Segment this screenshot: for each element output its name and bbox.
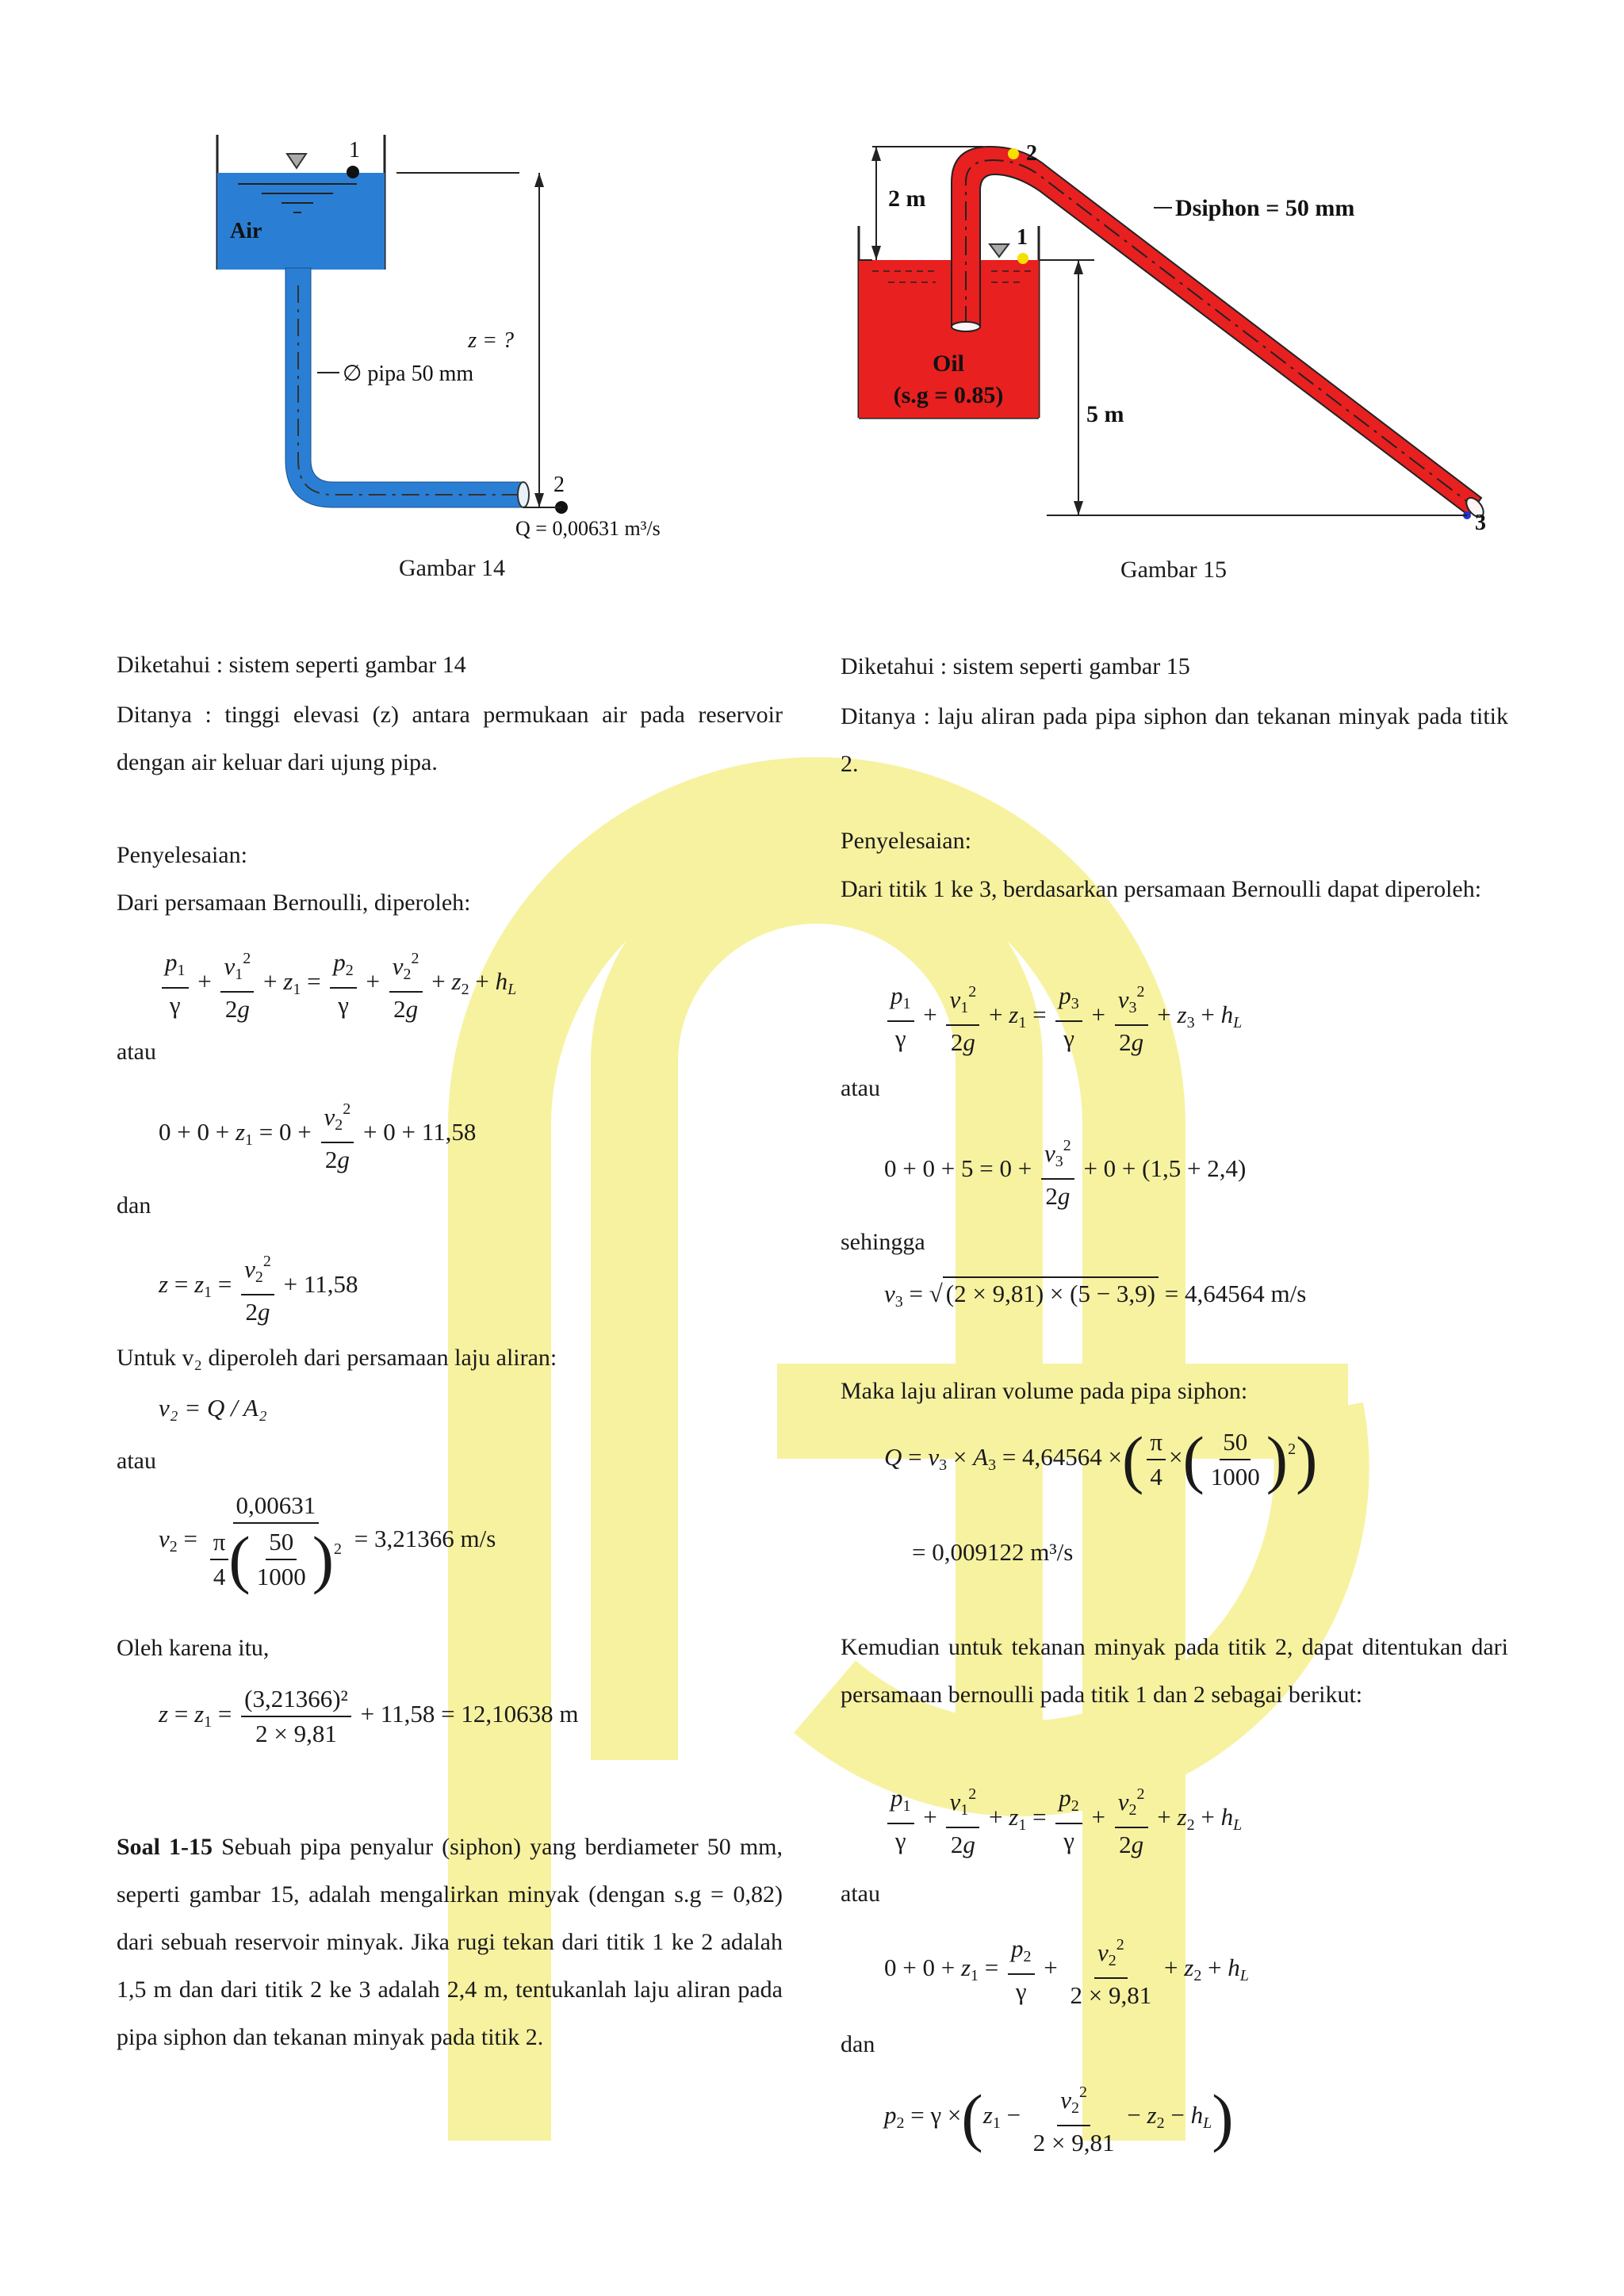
right-eq-7: $0 + 0 + z_1$ = $\frac{p_2}{\gamma}$ + $\frac{v_2^2}{2 \times 9,81}$ + $z_2 + h_L$ xyxy=(884,1930,1249,2011)
left-eq-bernoulli: $\frac{p_1}{\gamma}$ + $\frac{v_1^2}{2g}$ + $z_1$ = $\frac{p_2}{\gamma}$ + $\frac{v_2^2}{2g}$ + $z_2 + h_L$ xyxy=(159,943,516,1024)
fig14-air-label: Air xyxy=(230,219,262,243)
fig15-point2-label: 2 xyxy=(1026,141,1037,166)
fig15-point3-label: 3 xyxy=(1475,511,1486,535)
left-eq-5: $v_2$ = 0,00631 $\frac{\pi}{4}$ ( $\frac{50}{1000}$ )$^2$ = 3,21366 m/s xyxy=(159,1491,496,1595)
left-penyelesaian: Penyelesaian: xyxy=(117,842,247,868)
left-eq-2: $0 + 0 + z_1 = 0$ + $\frac{v_2^2}{2g}$ + 0 + 11,58 xyxy=(159,1094,476,1175)
right-eq-bernoulli-13: $\frac{p_1}{\gamma}$ + $\frac{v_1^2}{2g}$ + $z_1$ = $\frac{p_3}{\gamma}$ + $\frac{v_3^2}{2g}$ + $z_3 + h_L$ xyxy=(884,977,1242,1058)
soal-text: Sebuah pipa penyalur (siphon) yang berdiameter 50 mm, seperti gambar 15, adalah mengalirkan minyak (dengan s.g = 0,82) dari sebuah reservoir minyak. Jika rugi tekan dari titik 1 ke 2 adalah 1,5 m dan dari titik 2 ke 3 adalah 2,4 m, tentukanlah laju aliran pada pipa siphon dan tekanan minyak pada titik 2. xyxy=(117,1834,783,2050)
soal-title: Soal 1-15 xyxy=(117,1834,213,1860)
right-eq2-lead: 0 + 0 + 5 = 0 + xyxy=(884,1154,1032,1183)
right-penyelesaian: Penyelesaian: xyxy=(841,828,971,854)
left-eq3-tail: + 11,58 xyxy=(283,1270,358,1299)
right-intro: Dari titik 1 ke 3, berdasarkan persamaan Bernoulli dapat diperoleh: xyxy=(841,876,1482,902)
right-ditanya: Ditanya : laju aliran pada pipa siphon dan tekanan minyak pada titik 2. xyxy=(841,703,1508,777)
fig15-2m-label: 2 m xyxy=(888,186,926,212)
right-eq2-tail: + 0 + (1,5 + 2,4) xyxy=(1083,1154,1247,1183)
left-eq6-num: (3,21366)² xyxy=(241,1684,351,1717)
figure-14-caption: Gambar 14 xyxy=(398,555,506,581)
right-eq-bernoulli-12: $\frac{p_1}{\gamma}$ + $\frac{v_1^2}{2g}$ + $z_1$ = $\frac{p_2}{\gamma}$ + $\frac{v_2^2}{2g}$ + $z_2 + h_L$ xyxy=(884,1779,1242,1860)
fig14-pipe-label: ∅ pipa 50 mm xyxy=(343,362,474,386)
point-2-marker xyxy=(1008,148,1019,159)
left-eq2-tail: + 0 + 11,58 xyxy=(363,1118,477,1146)
right-atau-2: atau xyxy=(841,1881,880,1907)
right-eq3-result: = 4,64564 m/s xyxy=(1164,1280,1307,1307)
left-ditanya: Ditanya : tinggi elevasi (z) antara permukaan air pada reservoir dengan air keluar dari ujung pipa. xyxy=(117,702,783,775)
right-sehingga: sehingga xyxy=(841,1229,925,1255)
left-eq6-den: 2 × 9,81 xyxy=(255,1720,337,1747)
left-atau-2: atau xyxy=(117,1448,156,1474)
right-atau-1: atau xyxy=(841,1075,880,1101)
right-eq3-radicand: (2 × 9,81) × (5 − 3,9) xyxy=(943,1276,1159,1307)
left-dan: dan xyxy=(117,1192,151,1219)
figure-14-diagram xyxy=(206,127,730,539)
right-diketahui: Diketahui : sistem seperti gambar 15 xyxy=(841,653,1190,679)
figure-15-diagram xyxy=(841,127,1507,555)
fig14-point1-label: 1 xyxy=(349,138,360,163)
left-oleh: Oleh karena itu, xyxy=(117,1635,270,1661)
fig15-point1-label: 1 xyxy=(1017,225,1028,250)
point-1-marker xyxy=(1017,253,1028,264)
fig15-5m-label: 5 m xyxy=(1086,401,1124,427)
left-eq5-result: = 3,21366 m/s xyxy=(354,1525,496,1553)
fig14-z-label: z = ? xyxy=(468,328,514,353)
left-diketahui: Diketahui : sistem seperti gambar 14 xyxy=(117,652,466,678)
right-eq-4: $Q = v_3 \times A_3 = 4,64564$ ×( $\frac{\pi}{4}$ ×( $\frac{50}{1000}$ )$^2$) xyxy=(884,1423,1318,1495)
left-eq-3: $z = z_1$ = $\frac{v_2^2}{2g}$ + 11,58 xyxy=(159,1246,358,1327)
fig14-flow-label: Q = 0,00631 m³/s xyxy=(515,517,661,539)
left-eq6-tail: + 11,58 = 12,10638 m xyxy=(360,1700,579,1728)
right-eq4-lead: = 4,64564 × xyxy=(1002,1443,1123,1471)
right-eq-3: $v_3$ = √ (2 × 9,81) × (5 − 3,9) = 4,64564 m/s xyxy=(884,1280,1306,1311)
fig15-oil-label: Oil xyxy=(932,350,965,377)
left-eq-4: v₂ = Q / A₂ xyxy=(159,1394,267,1422)
fig14-point2-label: 2 xyxy=(553,473,565,497)
right-dan: dan xyxy=(841,2031,875,2057)
right-eq-5: = 0,009122 m³/s xyxy=(912,1538,1074,1566)
fig15-diameter-label: Dsiphon = 50 mm xyxy=(1175,195,1355,221)
point-1-dot xyxy=(347,166,359,178)
left-eq-6: $z = z_1$ = $\frac{\text{(3,21366)²}}{2 \times 9,81}$ + 11,58 = 12,10638 m xyxy=(159,1685,579,1747)
left-bernoulli-intro: Dari persamaan Bernoulli, diperoleh: xyxy=(117,890,471,916)
left-eq5-num: 0,00631 xyxy=(233,1490,320,1524)
right-maka: Maka laju aliran volume pada pipa siphon: xyxy=(841,1378,1248,1404)
soal-1-15 xyxy=(117,1823,783,2061)
left-atau-1: atau xyxy=(117,1039,156,1065)
right-eq-2: 0 + 0 + 5 = 0 + $\frac{v_3^2}{2g}$ + 0 + (1,5 + 2,4) xyxy=(884,1131,1246,1211)
figure-15-caption: Gambar 15 xyxy=(1120,557,1228,583)
right-kemudian: Kemudian untuk tekanan minyak pada titik 2, dapat ditentukan dari persamaan bernoulli pada titik 1 dan 2 sebagai berikut: xyxy=(841,1634,1508,1708)
left-v2-intro: Untuk v₂ diperoleh dari persamaan laju aliran: xyxy=(117,1345,557,1371)
fig15-sg-label: (s.g = 0.85) xyxy=(893,382,1004,408)
right-eq-8: $p_2 = \gamma \times(z_1$ − $\frac{v_2^2}{2 \times 9,81}$ − $z_2 - h_L$) xyxy=(884,2077,1234,2158)
